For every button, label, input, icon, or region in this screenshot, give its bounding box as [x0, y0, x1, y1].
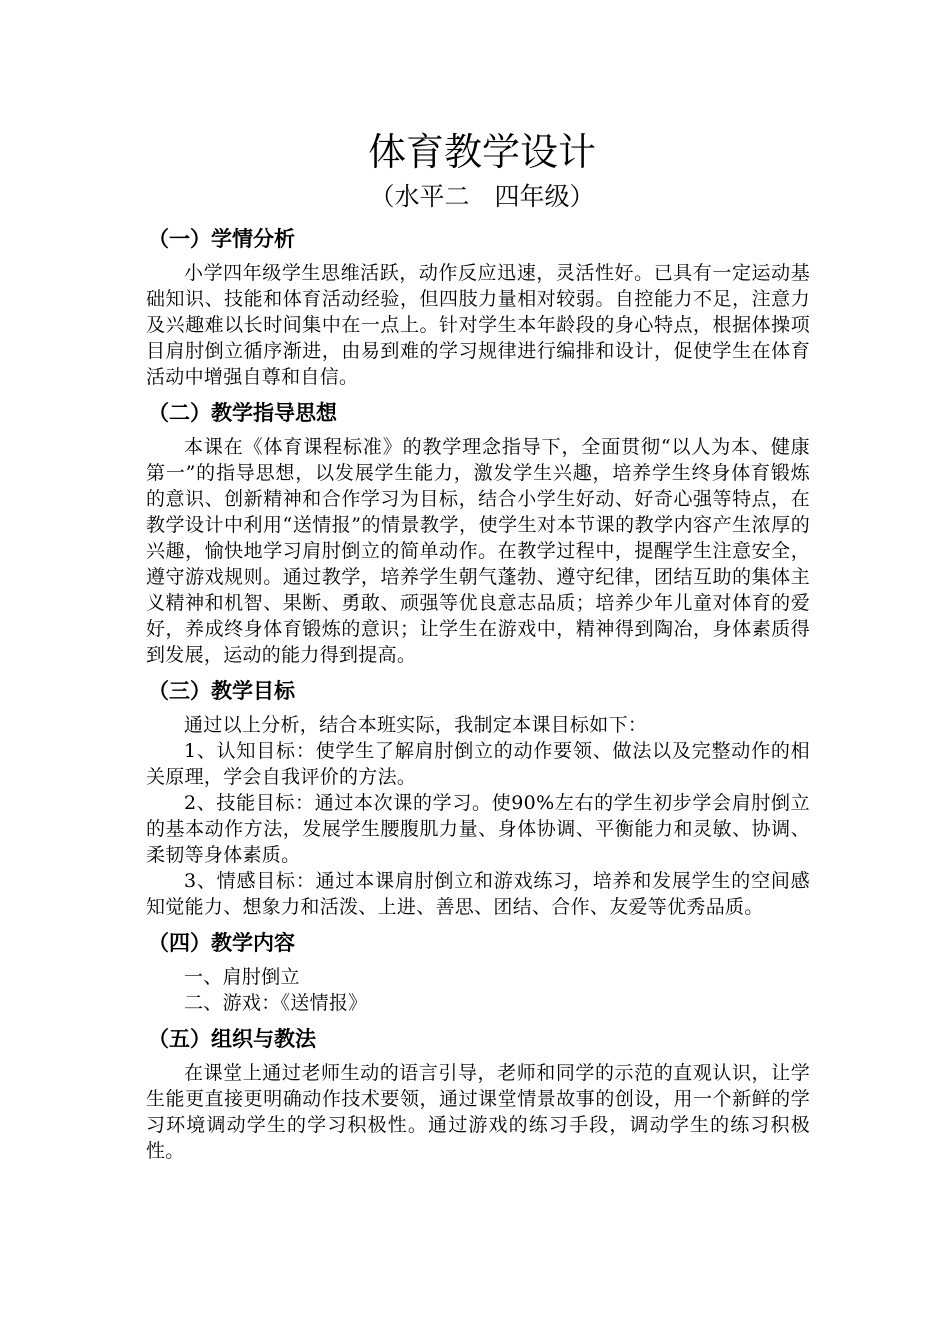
paragraph: 小学四年级学生思维活跃，动作反应迅速，灵活性好。已具有一定运动基础知识、技能和体育活动经验，但四肢力量相对较弱。自控能力不足，注意力及兴趣难以长时间集中在一点上。针对学生本年龄段的身心特点，根据体操项目肩肘倒立循序渐进，由易到难的学习规律进行编排和设计，促使学生在体育活动中增强自尊和自信。: [146, 262, 810, 388]
document-subtitle: （水平二 四年级）: [369, 182, 595, 211]
section-heading: （四）教学内容: [148, 931, 295, 955]
document-page: [146, 128, 810, 1168]
paragraph: 通过以上分析，结合本班实际，我制定本课目标如下：: [184, 714, 648, 736]
section-guiding-philosophy: [146, 398, 810, 668]
section-student-analysis: [146, 224, 810, 390]
section-heading: （二）教学指导思想: [148, 401, 337, 425]
content-item: 一、肩肘倒立: [184, 966, 300, 988]
content-item: 二、游戏：《送情报》: [184, 992, 368, 1014]
section-teaching-content: [146, 928, 810, 1016]
section-heading: （五）组织与教法: [148, 1027, 316, 1051]
document-title: 体育教学设计: [367, 130, 596, 174]
paragraph: 本课在《体育课程标准》的教学理念指导下，全面贯彻“以人为本、健康第一”的指导思想，以发展学生能力，激发学生兴趣，培养学生终身体育锻炼的意识、创新精神和合作学习为目标，结合小学生好动、好奇心强等特点，在教学设计中利用“送情报”的情景教学，使学生对本节课的教学内容产生浓厚的兴趣，愉快地学习肩肘倒立的简单动作。在教学过程中，提醒学生注意安全，遵守游戏规则。通过教学，培养学生朝气蓬勃、遵守纪律，团结互助的集体主义精神和机智、果断、勇敢、顽强等优良意志品质；培养少年儿童对体育的爱好，养成终身体育锻炼的意识；让学生在游戏中，精神得到陶冶，身体素质得到发展，运动的能力得到提高。: [146, 436, 810, 666]
objective-emotional: 3、情感目标：通过本课肩肘倒立和游戏练习，培养和发展学生的空间感知觉能力、想象力和活泼、上进、善思、团结、合作、友爱等优秀品质。: [146, 870, 810, 918]
section-organization-methods: [146, 1024, 810, 1164]
section-heading: （三）教学目标: [148, 679, 295, 703]
objective-cognitive: 1、认知目标：使学生了解肩肘倒立的动作要领、做法以及完整动作的相关原理，学会自我评价的方法。: [146, 740, 810, 788]
section-heading: （一）学情分析: [148, 227, 295, 251]
section-teaching-objectives: [146, 676, 810, 920]
objective-skill: 2、技能目标：通过本次课的学习。使90%左右的学生初步学会肩肘倒立的基本动作方法，发展学生腰腹肌力量、身体协调、平衡能力和灵敏、协调、柔韧等身体素质。: [146, 792, 810, 866]
paragraph: 在课堂上通过老师生动的语言引导，老师和同学的示范的直观认识，让学生能更直接更明确动作技术要领，通过课堂情景故事的创设，用一个新鲜的学习环境调动学生的学习积极性。通过游戏的练习手段，调动学生的练习积极性。: [146, 1062, 810, 1162]
